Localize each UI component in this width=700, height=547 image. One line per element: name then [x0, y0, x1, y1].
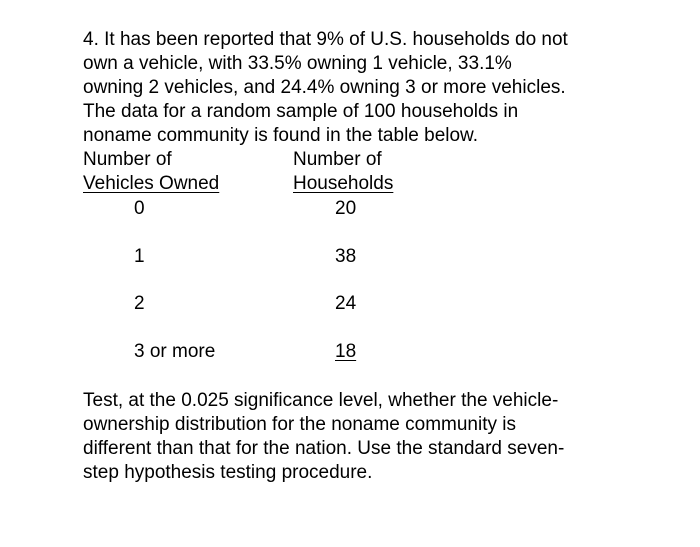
- intro-line-3: owning 2 vehicles, and 24.4% owning 3 or more vehicles.: [83, 77, 566, 98]
- col1-header-line1: Number of: [83, 149, 172, 170]
- intro-line-1: 4. It has been reported that 9% of U.S. households do not: [83, 29, 568, 50]
- table-row-vehicles: 2: [134, 293, 145, 314]
- col2-header-line2: Households: [293, 173, 394, 194]
- col1-header-line2: Vehicles Owned: [83, 173, 220, 194]
- col2-header-line1: Number of: [293, 149, 382, 170]
- question-line-3: different than that for the nation. Use the standard seven-: [83, 438, 565, 459]
- table-row-vehicles: 3 or more: [134, 341, 216, 362]
- table-row-households: 24: [335, 293, 357, 314]
- table-row-households: 20: [335, 198, 357, 219]
- question-line-1: Test, at the 0.025 significance level, whether the vehicle-: [83, 390, 559, 411]
- table-row-households: 18: [335, 341, 357, 362]
- table-row-vehicles: 0: [134, 198, 145, 219]
- question-line-2: ownership distribution for the noname community is: [83, 414, 516, 435]
- intro-line-2: own a vehicle, with 33.5% owning 1 vehicle, 33.1%: [83, 53, 512, 74]
- intro-line-5: noname community is found in the table below.: [83, 125, 479, 146]
- table-row-vehicles: 1: [134, 246, 145, 267]
- intro-line-4: The data for a random sample of 100 households in: [83, 101, 519, 122]
- question-line-4: step hypothesis testing procedure.: [83, 462, 373, 483]
- table-row-households: 38: [335, 246, 357, 267]
